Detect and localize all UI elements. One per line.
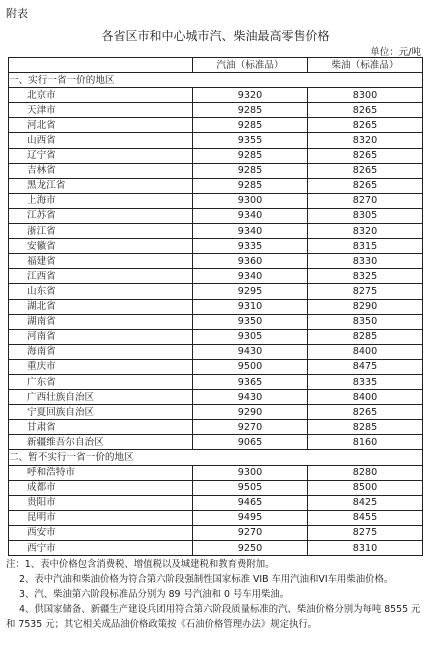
gasoline-price-cell: 9270: [193, 420, 308, 435]
gasoline-price-cell: 9270: [193, 525, 308, 540]
region-cell: 广东省: [9, 374, 193, 389]
table-row: [9, 148, 423, 163]
diesel-price-cell: 8400: [308, 344, 423, 359]
header-diesel: 柴油（标准品）: [308, 58, 423, 73]
gasoline-price-cell: 9300: [193, 465, 308, 480]
gasoline-price-cell: 9300: [193, 193, 308, 208]
table-row: [9, 269, 423, 284]
gasoline-price-cell: 9495: [193, 510, 308, 525]
region-cell: 新疆维吾尔自治区: [9, 435, 193, 450]
gasoline-price-cell: 9295: [193, 284, 308, 299]
gasoline-price-cell: 9505: [193, 480, 308, 495]
note-1: 注：1、表中价格包含消费税、增值税以及城建税和教育费附加。: [6, 559, 275, 570]
region-cell: 成都市: [9, 480, 193, 495]
region-cell: 昆明市: [9, 510, 193, 525]
table-row: [9, 435, 423, 450]
region-cell: 山东省: [9, 284, 193, 299]
diesel-price-cell: 8325: [308, 269, 423, 284]
gasoline-price-cell: 9360: [193, 254, 308, 269]
gasoline-price-cell: 9285: [193, 178, 308, 193]
diesel-price-cell: 8500: [308, 480, 423, 495]
gasoline-price-cell: 9465: [193, 495, 308, 510]
gasoline-price-cell: 9310: [193, 299, 308, 314]
notes: [6, 557, 424, 632]
table-row: [9, 163, 423, 178]
header-gasoline: 汽油（标准品）: [193, 58, 308, 73]
region-cell: 江西省: [9, 269, 193, 284]
diesel-price-cell: 8350: [308, 314, 423, 329]
region-cell: 江苏省: [9, 208, 193, 223]
table-row: [9, 118, 423, 133]
region-cell: 甘肃省: [9, 420, 193, 435]
region-cell: 贵阳市: [9, 495, 193, 510]
region-cell: 山西省: [9, 133, 193, 148]
diesel-price-cell: 8265: [308, 148, 423, 163]
gasoline-price-cell: 9290: [193, 405, 308, 420]
region-cell: 上海市: [9, 193, 193, 208]
region-cell: 广西壮族自治区: [9, 390, 193, 405]
table-row: [9, 133, 423, 148]
diesel-price-cell: 8310: [308, 541, 423, 556]
gasoline-price-cell: 9320: [193, 88, 308, 103]
gasoline-price-cell: 9250: [193, 541, 308, 556]
diesel-price-cell: 8475: [308, 359, 423, 374]
diesel-price-cell: 8265: [308, 405, 423, 420]
diesel-price-cell: 8265: [308, 178, 423, 193]
table-row: [9, 284, 423, 299]
diesel-price-cell: 8265: [308, 118, 423, 133]
diesel-price-cell: 8265: [308, 103, 423, 118]
gasoline-price-cell: 9285: [193, 118, 308, 133]
diesel-price-cell: 8290: [308, 299, 423, 314]
diesel-price-cell: 8455: [308, 510, 423, 525]
table-row: [9, 254, 423, 269]
region-cell: 呼和浩特市: [9, 465, 193, 480]
region-cell: 辽宁省: [9, 148, 193, 163]
region-cell: 西安市: [9, 525, 193, 540]
table-header-row: [9, 58, 423, 73]
region-cell: 吉林省: [9, 163, 193, 178]
table-row: [9, 88, 423, 103]
table-row: [9, 374, 423, 389]
section-label: 二、暂不实行一省一价的地区: [9, 450, 423, 465]
table-row: [9, 314, 423, 329]
note-2: 2、表中汽油和柴油价格为符合第六阶段强制性国家标准 VIB 车用汽油和VI车用柴油价格。: [19, 574, 394, 585]
gasoline-price-cell: 9340: [193, 224, 308, 239]
region-cell: 湖北省: [9, 299, 193, 314]
table-row: [9, 103, 423, 118]
unit-label: 单位：元/吨: [370, 47, 421, 58]
gasoline-price-cell: 9340: [193, 269, 308, 284]
gasoline-price-cell: 9365: [193, 374, 308, 389]
section-row: [9, 450, 423, 465]
gasoline-price-cell: 9335: [193, 239, 308, 254]
note-4: 4、供国家储备、新疆生产建设兵团用符合第六阶段质量标准的汽、柴油价格分别为每吨 8555 元和 7535 元；其它相关成品油价格政策按《石油价格管理办法》规定执行。: [6, 604, 421, 630]
region-cell: 安徽省: [9, 239, 193, 254]
region-cell: 福建省: [9, 254, 193, 269]
diesel-price-cell: 8320: [308, 224, 423, 239]
gasoline-price-cell: 9305: [193, 329, 308, 344]
table-row: [9, 525, 423, 540]
region-cell: 湖南省: [9, 314, 193, 329]
diesel-price-cell: 8265: [308, 163, 423, 178]
region-cell: 北京市: [9, 88, 193, 103]
table-row: [9, 344, 423, 359]
diesel-price-cell: 8305: [308, 208, 423, 223]
gasoline-price-cell: 9350: [193, 314, 308, 329]
diesel-price-cell: 8300: [308, 88, 423, 103]
table-row: [9, 299, 423, 314]
diesel-price-cell: 8400: [308, 390, 423, 405]
gasoline-price-cell: 9285: [193, 163, 308, 178]
region-cell: 重庆市: [9, 359, 193, 374]
diesel-price-cell: 8320: [308, 133, 423, 148]
section-row: [9, 73, 423, 88]
table-row: [9, 480, 423, 495]
diesel-price-cell: 8275: [308, 284, 423, 299]
gasoline-price-cell: 9285: [193, 148, 308, 163]
gasoline-price-cell: 9285: [193, 103, 308, 118]
table-row: [9, 541, 423, 556]
table-row: [9, 329, 423, 344]
region-cell: 河南省: [9, 329, 193, 344]
table-row: [9, 390, 423, 405]
diesel-price-cell: 8275: [308, 525, 423, 540]
table-row: [9, 239, 423, 254]
diesel-price-cell: 8425: [308, 495, 423, 510]
region-cell: 宁夏回族自治区: [9, 405, 193, 420]
gasoline-price-cell: 9430: [193, 390, 308, 405]
price-table: [8, 57, 423, 556]
diesel-price-cell: 8280: [308, 465, 423, 480]
region-cell: 浙江省: [9, 224, 193, 239]
table-row: [9, 359, 423, 374]
table-row: [9, 510, 423, 525]
diesel-price-cell: 8285: [308, 329, 423, 344]
gasoline-price-cell: 9340: [193, 208, 308, 223]
table-row: [9, 420, 423, 435]
region-cell: 海南省: [9, 344, 193, 359]
note-3: 3、汽、柴油第六阶段标准品分别为 89 号汽油和 0 号车用柴油。: [19, 589, 290, 600]
diesel-price-cell: 8270: [308, 193, 423, 208]
gasoline-price-cell: 9355: [193, 133, 308, 148]
table-row: [9, 208, 423, 223]
attachment-label: 附表: [6, 7, 28, 20]
gasoline-price-cell: 9065: [193, 435, 308, 450]
region-cell: 天津市: [9, 103, 193, 118]
diesel-price-cell: 8315: [308, 239, 423, 254]
page-title: 各省区市和中心城市汽、柴油最高零售价格: [101, 29, 330, 43]
diesel-price-cell: 8285: [308, 420, 423, 435]
table-row: [9, 224, 423, 239]
region-cell: 河北省: [9, 118, 193, 133]
diesel-price-cell: 8160: [308, 435, 423, 450]
section-label: 一、实行一省一价的地区: [9, 73, 423, 88]
gasoline-price-cell: 9500: [193, 359, 308, 374]
table-row: [9, 193, 423, 208]
diesel-price-cell: 8330: [308, 254, 423, 269]
header-region: [9, 58, 193, 73]
table-row: [9, 465, 423, 480]
table-row: [9, 178, 423, 193]
region-cell: 黑龙江省: [9, 178, 193, 193]
region-cell: 西宁市: [9, 541, 193, 556]
table-row: [9, 495, 423, 510]
diesel-price-cell: 8335: [308, 374, 423, 389]
table-row: [9, 405, 423, 420]
gasoline-price-cell: 9430: [193, 344, 308, 359]
